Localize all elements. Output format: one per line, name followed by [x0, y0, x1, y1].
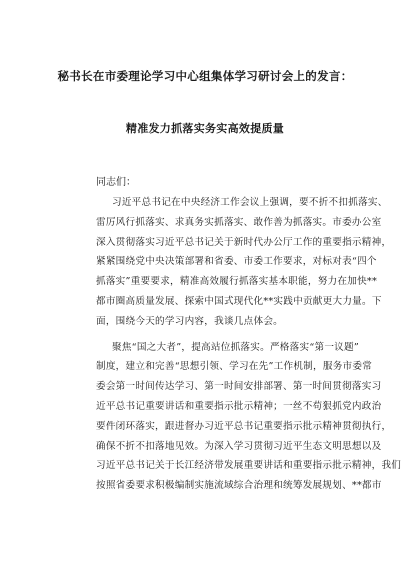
- paragraph-2-line: 近平总书记重要讲话和重要指示批示精神；一丝不苟狠抓党内政治: [96, 400, 382, 412]
- paragraph-1-line: 都市圈高质量发展、探索中国式现代化**实践中贡献更大力量。下: [96, 295, 382, 307]
- paragraph-1-line: 紧紧围绕党中央决策部署和省委、市委工作要求，对标对表“四个: [96, 256, 377, 268]
- paragraph-2-line: 确保不折不扣落地见效。为深入学习贯彻习近平生态文明思想以及: [96, 440, 382, 452]
- document-title: 秘书长在市委理论学习中心组集体学习研讨会上的发言：: [57, 69, 353, 83]
- salutation: 同志们：: [96, 177, 136, 188]
- paragraph-2-line: 要件闭环落实，跟进督办习近平总书记重要指示批示精神贯彻执行，: [96, 420, 392, 432]
- paragraph-2-line: 委会第一时间传达学习、第一时间安排部署、第一时间贯彻落实习: [96, 381, 382, 393]
- paragraph-1-line: 深入贯彻落实习近平总书记关于新时代办公厅工作的重要指示精神，: [96, 236, 392, 248]
- paragraph-1-line: 抓落实”重要要求，精准高效履行抓落实基本职能，努力在加快**: [96, 276, 378, 288]
- paragraph-1-line: 面，围绕今天的学习内容，我谈几点体会。: [96, 315, 284, 327]
- paragraph-2-line: 按照省委要求积极编制实施流域综合治理和统筹发展规划、**都市: [96, 480, 382, 492]
- paragraph-2-line: 聚焦“国之大者”，提高站位抓落实。严格落实“第一议题”: [112, 341, 360, 353]
- document-body: [96, 193, 402, 496]
- paragraph-1-line: 雷厉风行抓落实、求真务实抓落实、敢作善为抓落实。市委办公室: [96, 216, 382, 228]
- paragraph-2-line: 制度，建立和完善“思想引领、学习在先”工作机制，服务市委常: [96, 361, 373, 373]
- paragraph-1-line: 习近平总书记在中央经济工作会议上强调，要不折不扣抓落实、: [112, 197, 388, 208]
- paragraph-2-line: 习近平总书记关于长江经济带发展重要讲话和重要指示批示精神，我们: [96, 460, 402, 472]
- document-subtitle: 精准发力抓落实务实高效提质量: [125, 122, 285, 135]
